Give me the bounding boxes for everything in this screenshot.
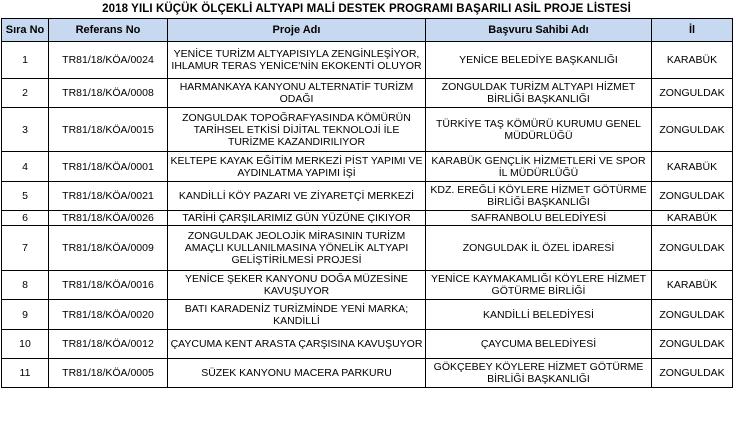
project-table	[1, 18, 733, 388]
cell-proje-adi: HARMANKAYA KANYONU ALTERNATİF TURİZM ODAĞI	[168, 79, 426, 108]
cell-il: ZONGULDAK	[652, 79, 733, 108]
cell-referans-no: TR81/18/KÖA/0024	[49, 42, 168, 79]
cell-basvuru-sahibi: YENİCE KAYMAKAMLIĞI KÖYLERE HİZMET GÖTÜRME BİRLİĞİ	[426, 271, 652, 300]
cell-basvuru-sahibi: KARABÜK GENÇLİK HİZMETLERİ VE SPOR İL MÜDÜRLÜĞÜ	[426, 152, 652, 182]
header-il: İl	[652, 19, 733, 42]
cell-basvuru-sahibi: ZONGULDAK İL ÖZEL İDARESİ	[426, 226, 652, 271]
cell-il: ZONGULDAK	[652, 182, 733, 211]
cell-sira-no: 11	[2, 359, 49, 388]
cell-sira-no: 8	[2, 271, 49, 300]
cell-basvuru-sahibi: ZONGULDAK TURİZM ALTYAPI HİZMET BİRLİĞİ BAŞKANLIĞI	[426, 79, 652, 108]
cell-referans-no: TR81/18/KÖA/0008	[49, 79, 168, 108]
cell-il: ZONGULDAK	[652, 108, 733, 152]
cell-sira-no: 6	[2, 211, 49, 226]
cell-referans-no: TR81/18/KÖA/0001	[49, 152, 168, 182]
cell-il: KARABÜK	[652, 271, 733, 300]
cell-sira-no: 5	[2, 182, 49, 211]
cell-proje-adi: ÇAYCUMA KENT ARASTA ÇARŞISINA KAVUŞUYOR	[168, 330, 426, 359]
cell-il: ZONGULDAK	[652, 226, 733, 271]
cell-sira-no: 9	[2, 300, 49, 330]
cell-il: KARABÜK	[652, 211, 733, 226]
cell-referans-no: TR81/18/KÖA/0026	[49, 211, 168, 226]
cell-proje-adi: ZONGULDAK JEOLOJİK MİRASININ TURİZM AMAÇLI KULLANILMASINA YÖNELİK ALTYAPI GELİŞTİRİLMESİ PROJESİ	[168, 226, 426, 271]
cell-sira-no: 10	[2, 330, 49, 359]
table-row	[2, 182, 733, 211]
cell-basvuru-sahibi: TÜRKİYE TAŞ KÖMÜRÜ KURUMU GENEL MÜDÜRLÜĞÜ	[426, 108, 652, 152]
cell-il: KARABÜK	[652, 152, 733, 182]
cell-sira-no: 2	[2, 79, 49, 108]
cell-proje-adi: TARİHİ ÇARŞILARIMIZ GÜN YÜZÜNE ÇIKIYOR	[168, 211, 426, 226]
table-row	[2, 79, 733, 108]
cell-il: ZONGULDAK	[652, 359, 733, 388]
cell-basvuru-sahibi: SAFRANBOLU BELEDİYESİ	[426, 211, 652, 226]
cell-referans-no: TR81/18/KÖA/0012	[49, 330, 168, 359]
cell-il: KARABÜK	[652, 42, 733, 79]
table-row	[2, 226, 733, 271]
table-row	[2, 152, 733, 182]
cell-proje-adi: YENİCE TURİZM ALTYAPISIYLA ZENGİNLEŞİYOR, IHLAMUR TERAS YENİCE'NİN EKOKENTİ OLUYOR	[168, 42, 426, 79]
table-row	[2, 271, 733, 300]
header-sira-no: Sıra No	[2, 19, 49, 42]
cell-proje-adi: YENİCE ŞEKER KANYONU DOĞA MÜZESİNE KAVUŞUYOR	[168, 271, 426, 300]
header-basvuru-sahibi: Başvuru Sahibi Adı	[426, 19, 652, 42]
table-row	[2, 300, 733, 330]
cell-il: ZONGULDAK	[652, 300, 733, 330]
cell-proje-adi: ZONGULDAK TOPOĞRAFYASINDA KÖMÜRÜN TARİHSEL ETKİSİ DİJİTAL TEKNOLOJİ İLE TURİZME KAZANDIRILIYOR	[168, 108, 426, 152]
table-row	[2, 42, 733, 79]
cell-basvuru-sahibi: ÇAYCUMA BELEDİYESİ	[426, 330, 652, 359]
cell-proje-adi: KELTEPE KAYAK EĞİTİM MERKEZİ PİST YAPIMI VE AYDINLATMA YAPIMI İŞİ	[168, 152, 426, 182]
table-row	[2, 359, 733, 388]
cell-proje-adi: BATI KARADENİZ TURİZMİNDE YENİ MARKA; KANDİLLİ	[168, 300, 426, 330]
header-referans-no: Referans No	[49, 19, 168, 42]
cell-referans-no: TR81/18/KÖA/0005	[49, 359, 168, 388]
cell-basvuru-sahibi: YENİCE BELEDİYE BAŞKANLIĞI	[426, 42, 652, 79]
cell-proje-adi: SÜZEK KANYONU MACERA PARKURU	[168, 359, 426, 388]
table-row	[2, 108, 733, 152]
document-title: 2018 YILI KÜÇÜK ÖLÇEKLİ ALTYAPI MALİ DESTEK PROGRAMI BAŞARILI ASİL PROJE LİSTESİ	[102, 3, 631, 15]
cell-sira-no: 3	[2, 108, 49, 152]
header-proje-adi: Proje Adı	[168, 19, 426, 42]
cell-referans-no: TR81/18/KÖA/0009	[49, 226, 168, 271]
cell-sira-no: 4	[2, 152, 49, 182]
cell-basvuru-sahibi: KDZ. EREĞLİ KÖYLERE HİZMET GÖTÜRME BİRLİĞİ BAŞKANLIĞI	[426, 182, 652, 211]
cell-referans-no: TR81/18/KÖA/0021	[49, 182, 168, 211]
cell-proje-adi: KANDİLLİ KÖY PAZARI VE ZİYARETÇİ MERKEZİ	[168, 182, 426, 211]
cell-sira-no: 1	[2, 42, 49, 79]
cell-basvuru-sahibi: KANDİLLİ BELEDİYESİ	[426, 300, 652, 330]
cell-referans-no: TR81/18/KÖA/0016	[49, 271, 168, 300]
cell-basvuru-sahibi: GÖKÇEBEY KÖYLERE HİZMET GÖTÜRME BİRLİĞİ BAŞKANLIĞI	[426, 359, 652, 388]
cell-il: ZONGULDAK	[652, 330, 733, 359]
table-row	[2, 330, 733, 359]
cell-sira-no: 7	[2, 226, 49, 271]
table-header-row	[2, 19, 733, 42]
cell-referans-no: TR81/18/KÖA/0020	[49, 300, 168, 330]
cell-referans-no: TR81/18/KÖA/0015	[49, 108, 168, 152]
table-row	[2, 211, 733, 226]
